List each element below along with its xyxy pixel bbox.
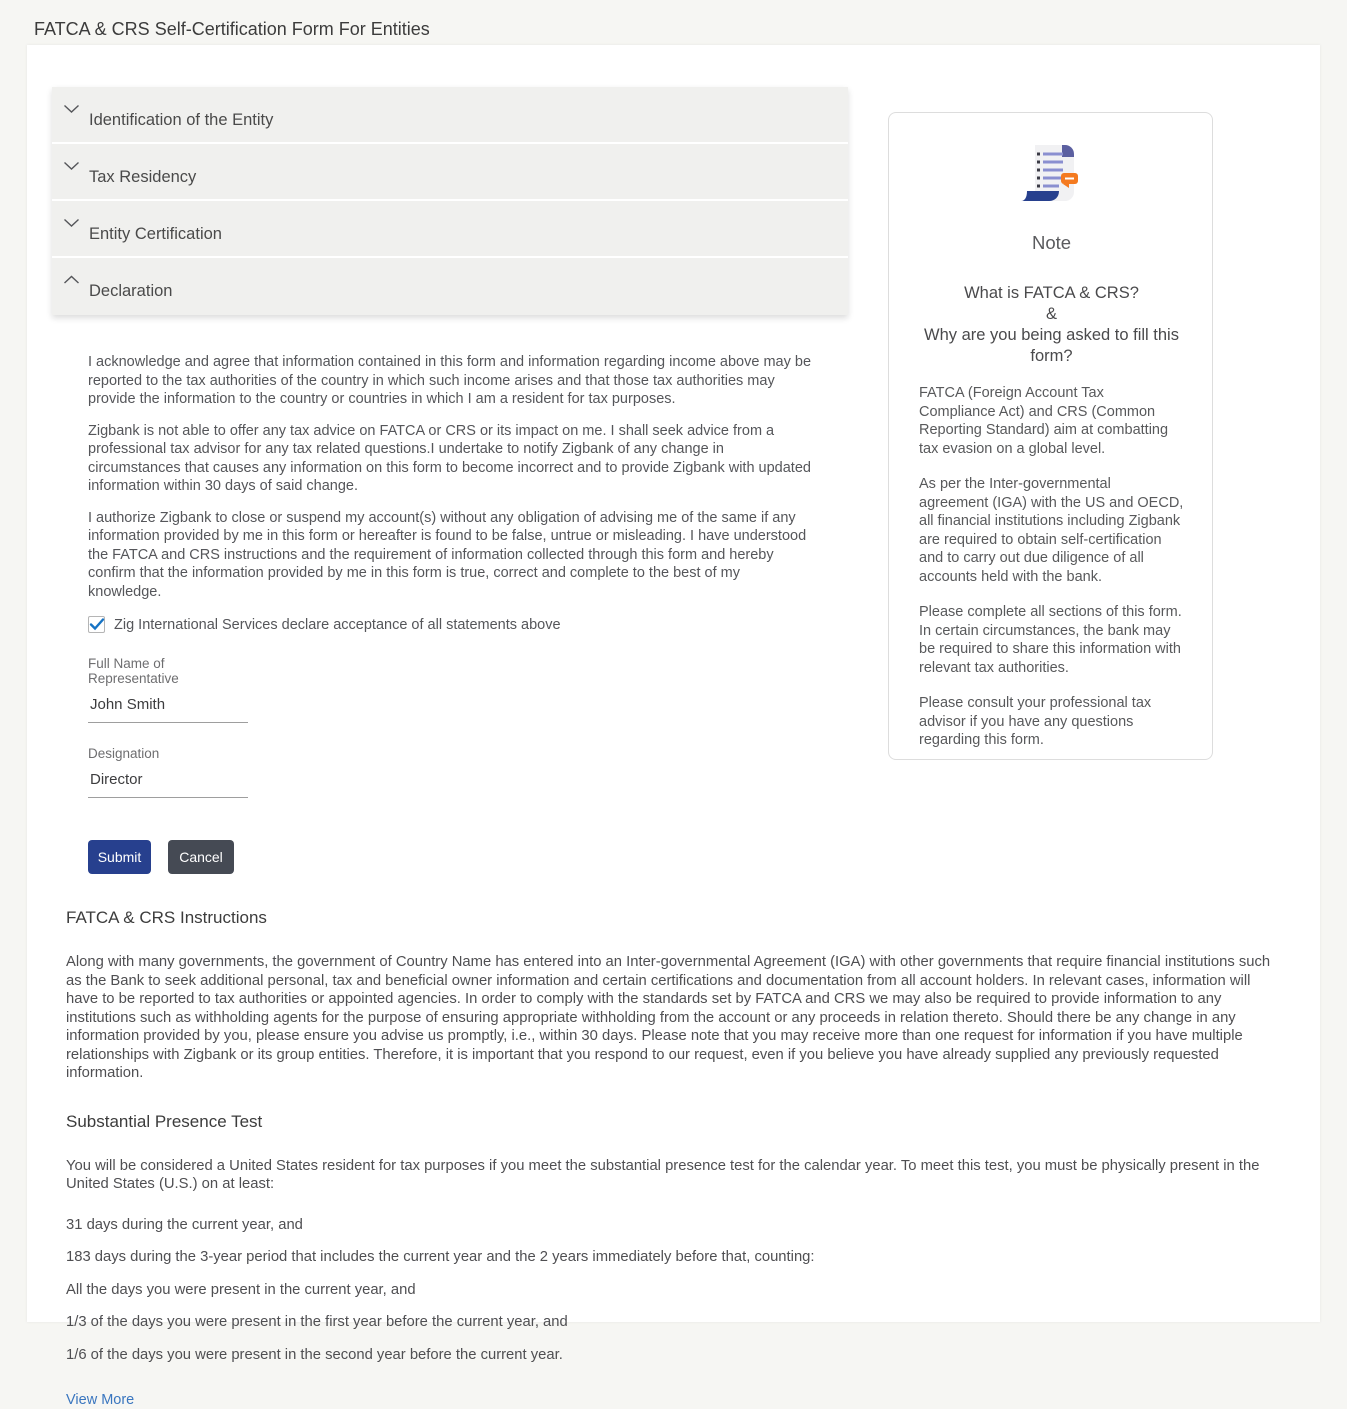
submit-button[interactable]: Submit	[88, 840, 151, 874]
list-item: 183 days during the 3-year period that includes the current year and the 2 years immediately before that, counting:	[66, 1249, 815, 1265]
instructions-heading: FATCA & CRS Instructions	[66, 908, 267, 927]
note-paragraph: FATCA (Foreign Account Tax Compliance Act) and CRS (Common Reporting Standard) aim at combatting tax evasion on a global level.	[919, 385, 1169, 457]
designation-field	[88, 746, 248, 798]
cancel-button[interactable]: Cancel	[168, 840, 234, 874]
acceptance-row	[88, 616, 848, 633]
declaration-panel	[52, 315, 848, 874]
accordion-label: Declaration	[89, 282, 173, 300]
accordion-section-declaration[interactable]	[52, 258, 848, 315]
full-name-input[interactable]: John Smith	[88, 686, 248, 723]
note-heading-line: &	[1045, 305, 1057, 323]
note-heading	[919, 283, 1184, 367]
acceptance-label: Zig International Services declare acceptance of all statements above	[114, 616, 561, 633]
designation-input[interactable]: Director	[88, 761, 248, 798]
instructions-section	[27, 874, 1320, 1409]
chevron-down-icon	[63, 101, 80, 111]
full-name-label: Full Name of Representative	[88, 656, 179, 686]
designation-label: Designation	[88, 746, 160, 761]
declaration-paragraph: I acknowledge and agree that information contained in this form and information regarding income above may be reported to the tax authorities of the country in which such income arises and that those tax authorities may provide the information to the country or countries in which I am a resident for tax purposes.	[88, 354, 812, 407]
top-row	[27, 45, 1320, 874]
substantial-presence-test-body: You will be considered a United States resident for tax purposes if you meet the substantial presence test for the calendar year. To meet this test, you must be physically present in the United States (U.S.) on at least:	[66, 1157, 1260, 1192]
chevron-up-icon	[63, 272, 80, 282]
note-scroll-icon	[919, 141, 1184, 210]
chevron-down-icon	[63, 215, 80, 225]
accordion	[52, 87, 848, 315]
list-item: 1/6 of the days you were present in the second year before the current year.	[66, 1346, 563, 1363]
list-item: All the days you were present in the current year, and	[66, 1281, 416, 1298]
note-title: Note	[1031, 232, 1072, 253]
view-more-link[interactable]: View More	[66, 1392, 135, 1408]
note-paragraph: Please consult your professional tax advisor if you have any questions regarding this form.	[919, 695, 1152, 748]
accordion-section-tax-residency[interactable]	[52, 144, 848, 201]
accordion-label: Entity Certification	[89, 225, 222, 243]
accordion-label: Tax Residency	[89, 168, 197, 186]
main-card	[27, 45, 1320, 1408]
note-card	[888, 112, 1213, 760]
form-column	[52, 87, 848, 874]
note-heading-line: What is FATCA & CRS?	[964, 284, 1139, 302]
instructions-body: Along with many governments, the government of Country Name has entered into an Inter-governmental Agreement (IGA) with other governments that require financial institutions such as the Bank to seek additional personal, tax and beneficial owner information and certain certifications and documentation from all account holders. In relevant cases, information will have to be reported to tax authorities or appointed agencies. In order to comply with the standards set by FATCA and CRS we may also be required to provide information to any institutions such as withholding agents for the purpose of ensuring appropriate withholding from the account or any proceeds in relation thereto. Should there be any change in any information provided by you, please ensure you advise us promptly, i.e., within 30 days. Please note that you may receive more than one request for information if you have multiple relationships with Zigbank or its group entities. Therefore, it is important that you respond to our request, even if you believe you have already supplied any previously requested information.	[66, 954, 1271, 1081]
accordion-section-identification[interactable]	[52, 87, 848, 144]
substantial-presence-test-heading: Substantial Presence Test	[66, 1111, 263, 1131]
note-paragraph: Please complete all sections of this form. In certain circumstances, the bank may be required to share this information with relevant tax authorities.	[919, 604, 1182, 676]
note-heading-line: Why are you being asked to fill this form?	[924, 326, 1179, 365]
full-name-field	[88, 656, 248, 723]
button-row	[88, 840, 848, 874]
acceptance-checkbox[interactable]	[88, 616, 105, 633]
chevron-down-icon	[63, 158, 80, 168]
list-item: 31 days during the current year, and	[66, 1216, 303, 1233]
accordion-section-entity-certification[interactable]	[52, 201, 848, 258]
list-item: 1/3 of the days you were present in the first year before the current year, and	[66, 1314, 568, 1330]
page-title: FATCA & CRS Self-Certification Form For Entities	[34, 19, 430, 39]
accordion-label: Identification of the Entity	[89, 111, 274, 129]
substantial-presence-test-list	[66, 1216, 1282, 1365]
note-paragraph: As per the Inter-governmental agreement (IGA) with the US and OECD, all financial institutions including Zigbank are required to obtain self-certification and to carry out due diligence of all accounts held with the bank.	[919, 476, 1184, 585]
declaration-paragraph: I authorize Zigbank to close or suspend my account(s) without any obligation of advising me of the same if any information provided by me in this form or hereafter is found to be false, untrue or misleading. I have understood the FATCA and CRS instructions and the requirement of information collected through this form and hereby confirm that the information provided by me in this form is true, correct and complete to the best of my knowledge.	[88, 509, 807, 600]
declaration-paragraph: Zigbank is not able to offer any tax advice on FATCA or CRS or its impact on me. I shall seek advice from a professional tax advisor for any tax related questions.I undertake to notify Zigbank of any change in circumstances that causes any information on this form to become incorrect and to provide Zigbank with updated information within 30 days of said change.	[88, 422, 811, 494]
